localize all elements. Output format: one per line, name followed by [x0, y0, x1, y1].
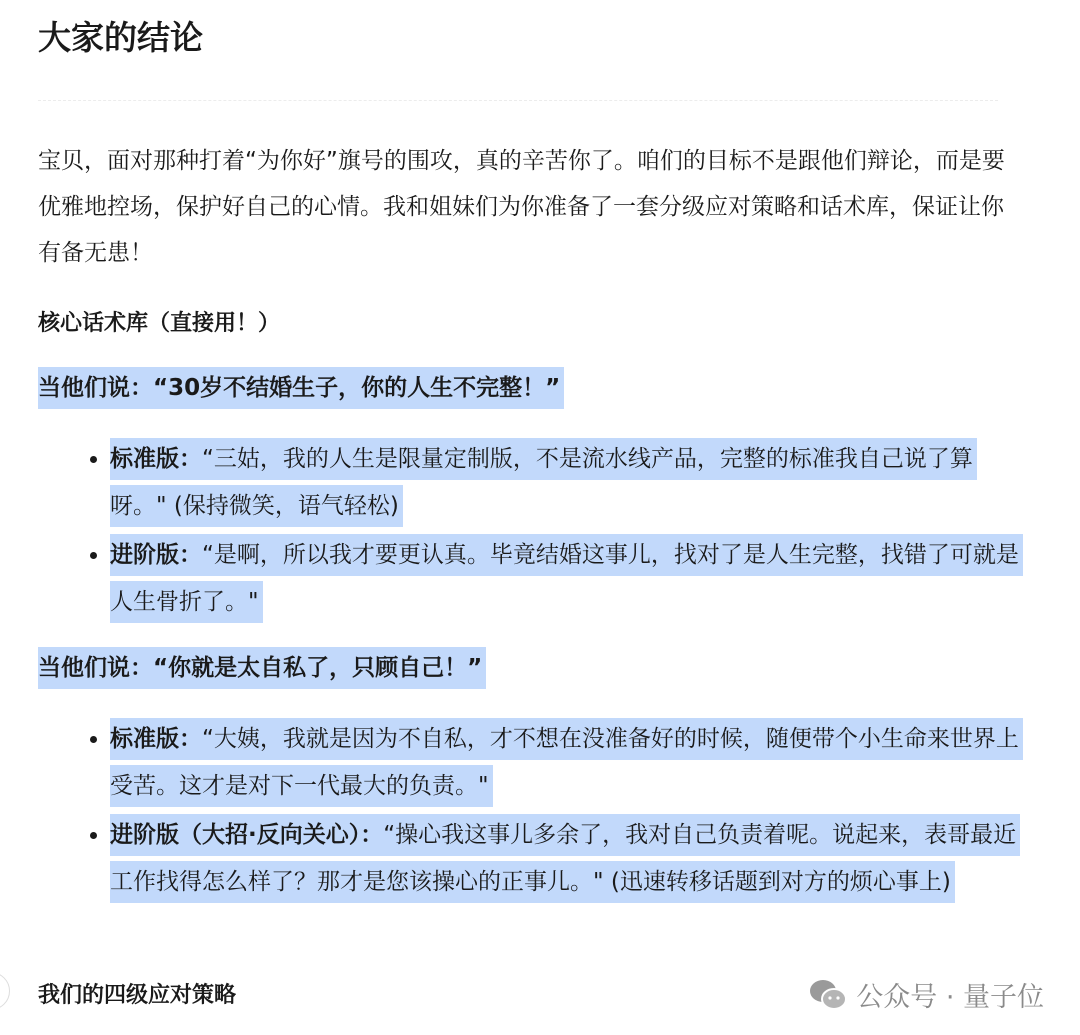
strategy-heading: 我们的四级应对策略 [38, 983, 237, 1008]
intro-paragraph: 宝贝，面对那种打着“为你好”旗号的围攻，真的辛苦你了。咱们的目标不是跟他们辩论，而是要优雅地控场，保护好自己的心情。我和姐妹们为你准备了一套分级应对策略和话术库，保证让你有备无患！ [38, 148, 1005, 266]
response-list [80, 716, 1020, 906]
page-title: 大家的结论 [38, 18, 203, 57]
list-item: • 标准版：“三姑，我的人生是限量定制版，不是流水线产品，完整的标准我自己说了算呀。" (保持微笑，语气轻松) [110, 436, 1020, 530]
response-list [80, 436, 1020, 626]
list-item: • 进阶版：“是啊，所以我才要更认真。毕竟结婚这事儿，找对了是人生完整，找错了可就是人生骨折了。" [110, 532, 1020, 626]
library-heading: 核心话术库（直接用！） [38, 311, 281, 336]
list-item: • 进阶版（大招·反向关心）：“操心我这事儿多余了，我对自己负责着呢。说起来，表哥最近工作找得怎么样了？那才是您该操心的正事儿。" (迅速转移话题到对方的烦心事上) [110, 812, 1020, 906]
watermark: 公众号 · 量子位 [808, 975, 1044, 1014]
wechat-icon [808, 978, 848, 1012]
divider [38, 100, 998, 101]
section-heading: 当他们说：“30岁不结婚生子，你的人生不完整！” [38, 365, 564, 411]
list-item: • 标准版：“大姨，我就是因为不自私，才不想在没准备好的时候，随便带个小生命来世界上受苦。这才是对下一代最大的负责。" [110, 716, 1020, 810]
section-heading: 当他们说：“你就是太自私了，只顾自己！” [38, 645, 486, 691]
scroll-indicator [0, 972, 10, 1010]
